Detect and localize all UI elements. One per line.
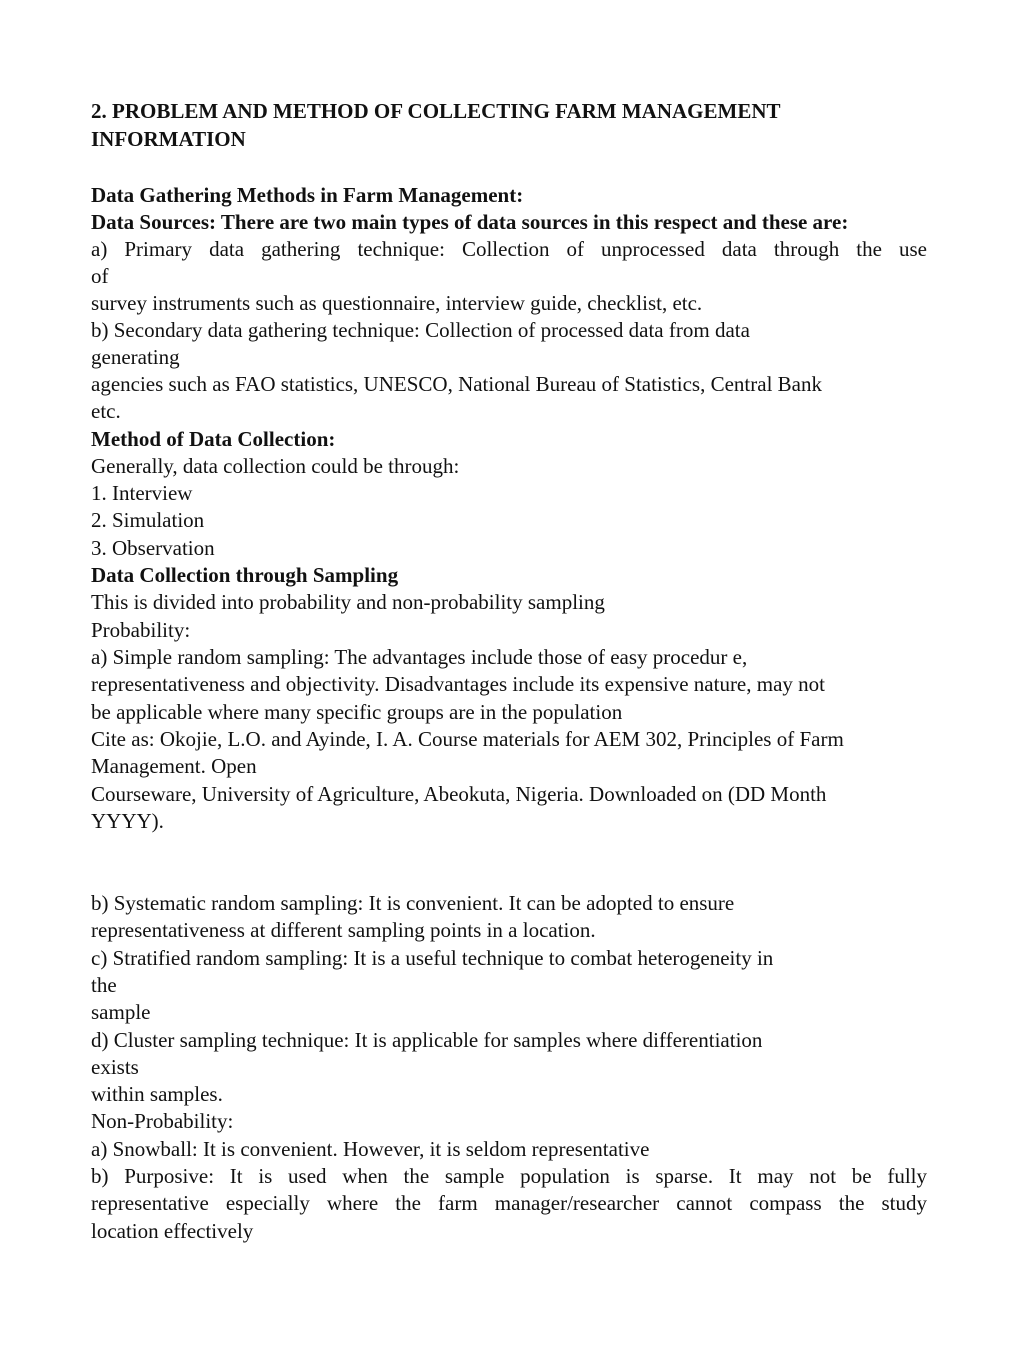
heading-line: Method of Data Collection: [91,427,336,451]
text-line: Management. Open [91,754,257,778]
text-line: representativeness at different sampling points in a location. [91,918,596,942]
text-line: generating [91,345,180,369]
text-line: Generally, data collection could be through: [91,454,460,478]
text-line: survey instruments such as questionnaire, interview guide, checklist, etc. [91,291,703,315]
text-line: etc. [91,399,121,423]
text-line: d) Cluster sampling technique: It is applicable for samples where differentiation [91,1028,763,1052]
text-line: Cite as: Okojie, L.O. and Ayinde, I. A. Course materials for AEM 302, Principles of Farm [91,727,844,751]
text-line: a) Simple random sampling: The advantages include those of easy procedur e, [91,645,748,669]
heading-line: Data Collection through Sampling [91,563,399,587]
text-line: Courseware, University of Agriculture, Abeokuta, Nigeria. Downloaded on (DD Month [91,782,827,806]
text-line: 3. Observation [91,536,215,560]
text-line: sample [91,1000,151,1024]
text-line: exists [91,1055,139,1079]
text-line: YYYY). [91,809,164,833]
section-title-line-1: 2. PROBLEM AND METHOD OF COLLECTING FARM MANAGEMENT [91,99,781,123]
text-line: b) Secondary data gathering technique: Collection of processed data from data [91,318,750,342]
text-line: representativeness and objectivity. Disadvantages include its expensive nature, may not [91,672,825,696]
text-line: Probability: [91,618,191,642]
text-line: c) Stratified random sampling: It is a useful technique to combat heterogeneity in [91,946,774,970]
heading-line: Data Sources: There are two main types of data sources in this respect and these are: [91,210,849,234]
text-line: of [91,264,109,288]
text-line: b) Systematic random sampling: It is convenient. It can be adopted to ensure [91,891,735,915]
text-line: Non-Probability: [91,1109,234,1133]
text-line: within samples. [91,1082,223,1106]
text-line: 2. Simulation [91,508,205,532]
text-line: the [91,973,117,997]
text-line: a) Snowball: It is convenient. However, it is seldom representative [91,1137,650,1161]
text-line: agencies such as FAO statistics, UNESCO, National Bureau of Statistics, Central Bank [91,372,822,396]
text-line: b) Purposive: It is used when the sample population is sparse. It may not be fully [91,1164,927,1188]
text-line: be applicable where many specific groups are in the population [91,700,623,724]
text-line: 1. Interview [91,481,193,505]
heading-line: Data Gathering Methods in Farm Management: [91,183,524,207]
text-line: location effectively [91,1219,254,1243]
text-line: representative especially where the farm manager/researcher cannot compass the study [91,1191,927,1215]
text-line: a) Primary data gathering technique: Collection of unprocessed data through the use [91,237,927,261]
text-line: This is divided into probability and non-probability sampling [91,590,605,614]
section-title-line-2: INFORMATION [91,127,246,151]
